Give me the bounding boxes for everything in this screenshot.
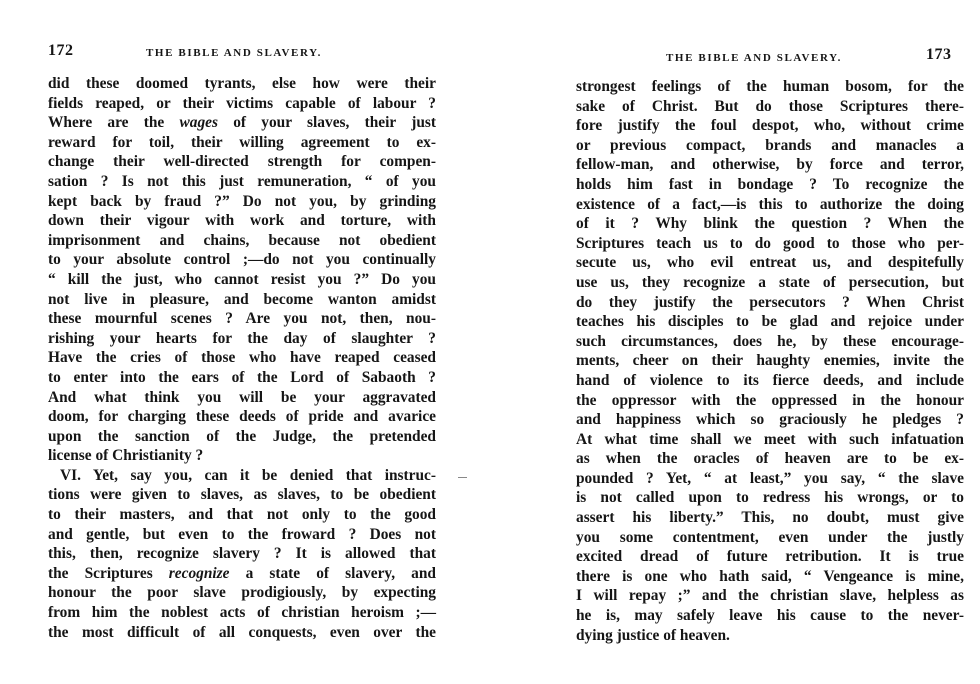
text-line: rishing your hearts for the day of slaughter ?	[48, 329, 436, 347]
text-line: At what time shall we meet with such infatuation	[576, 430, 964, 448]
text-line: excited dread of future retribution. It is true	[576, 548, 964, 566]
text-line: and gentle, but even to the froward ? Does not	[48, 525, 436, 543]
text-line: to your absolute control ;—do not you continually	[48, 251, 436, 269]
text-line: from him the noblest acts of christian heroism ;—	[48, 604, 436, 622]
text-line: secute us, who evil entreat us, and despitefully	[576, 254, 964, 272]
text-line: sake of Christ. But do those Scriptures there-	[576, 97, 964, 115]
text-line: to enter into the ears of the Lord of Sabaoth ?	[48, 368, 436, 386]
text-line: the oppressor with the oppressed in the honour	[576, 391, 964, 409]
text-line: or previous compact, brands and manacles a	[576, 136, 964, 154]
text-line: pounded ? Yet, “ at least,” you say, “ the slave	[576, 469, 964, 487]
text-line: assert his liberty.” This, no doubt, must give	[576, 509, 964, 527]
text-line: kept back by fraud ?” Do not you, by grinding	[48, 192, 436, 210]
text-line: dying justice of heaven.	[576, 626, 730, 644]
text-line: down their vigour with work and torture, with	[48, 212, 436, 230]
text-line: use us, they recognize a state of persecution, but	[576, 273, 964, 291]
left-body-text	[48, 74, 436, 642]
text-line: And what think you will be your aggravated	[48, 388, 436, 406]
text-line: as when the oracles of heaven are to be ex-	[576, 450, 964, 468]
italic-wages: wages	[179, 114, 218, 132]
text-line: ments, cheer on their haughty enemies, invite the	[576, 352, 964, 370]
paragraph-start-line: VI. Yet, say you, can it be denied that instruc-	[60, 466, 436, 484]
left-page-number: 172	[48, 42, 74, 59]
text-line: license of Christianity ?	[48, 447, 204, 465]
text-line: honour the poor slave prodigiously, by expecting	[48, 584, 436, 602]
italic-recognize: recognize	[168, 564, 230, 582]
text-line: is not called upon to redress his wrongs, or to	[576, 489, 964, 507]
text-line: sation ? Is not this just remuneration, “ of you	[48, 172, 436, 190]
text-line: there is one who hath said, “ Vengeance is mine,	[576, 567, 964, 585]
text-line: strongest feelings of the human bosom, for the	[576, 78, 964, 95]
text-line: do they justify the persecutors ? When Christ	[576, 293, 964, 311]
text-line: existence of a fact,—is this to authorize the doing	[576, 195, 964, 213]
text-line: to their masters, and that not only to the good	[48, 506, 436, 524]
text-line: I will repay ;” and the christian slave, helpless as	[576, 587, 964, 605]
text-line: did these doomed tyrants, else how were their	[48, 75, 436, 92]
text-line: Where are the wages of your slaves, their just	[48, 114, 436, 132]
text-line: reward for toil, their willing agreement to ex-	[48, 133, 436, 151]
text-line: the most difficult of all conquests, even over the	[48, 623, 436, 641]
right-body-text	[576, 77, 964, 645]
text-line: fore justify the foul despot, who, without crime	[576, 117, 964, 135]
text-line: holds him fast in bondage ? To recognize the	[576, 175, 964, 193]
text-line: upon the sanction of the Judge, the pretended	[48, 427, 436, 445]
right-page-number: 173	[926, 46, 952, 63]
text-line: Scriptures teach us to do good to those who per-	[576, 234, 964, 252]
text-line: doom, for charging these deeds of pride and avarice	[48, 408, 436, 426]
text-line: the Scriptures recognize a state of slavery, and	[48, 564, 436, 582]
text-line: of it ? Why blink the question ? When the	[576, 215, 964, 233]
text-line: fields reaped, or their victims capable of labour ?	[48, 94, 436, 112]
text-line: teaches his disciples to be glad and rejoice under	[576, 313, 964, 331]
text-line: and happiness which so graciously he pledges ?	[576, 411, 964, 429]
text-line: not live in pleasure, and become wanton amidst	[48, 290, 436, 308]
text-line: change their well-directed strength for compen-	[48, 153, 436, 171]
text-line: Have the cries of those who have reaped ceased	[48, 349, 436, 367]
right-page	[490, 0, 980, 684]
text-line: “ kill the just, who cannot resist you ?” Do you	[48, 270, 436, 288]
left-running-head: THE BIBLE AND SLAVERY.	[146, 47, 323, 59]
margin-mark	[458, 477, 467, 478]
right-running-head: THE BIBLE AND SLAVERY.	[666, 52, 843, 64]
text-line: fellow-man, and otherwise, by force and terror,	[576, 156, 964, 174]
text-line: such circumstances, does he, by these encourage-	[576, 332, 964, 350]
text-line: you some contentment, even under the justly	[576, 528, 964, 546]
text-line: imprisonment and chains, because not obedient	[48, 231, 436, 249]
text-line: hand of violence to its fierce deeds, and include	[576, 371, 964, 389]
text-line: these mournful scenes ? Are you not, then, nou-	[48, 310, 436, 328]
text-line: he is, may safely leave his cause to the never-	[576, 607, 964, 625]
text-line: this, then, recognize slavery ? It is allowed that	[48, 545, 436, 563]
text-line: tions were given to slaves, as slaves, to be obedient	[48, 486, 436, 504]
